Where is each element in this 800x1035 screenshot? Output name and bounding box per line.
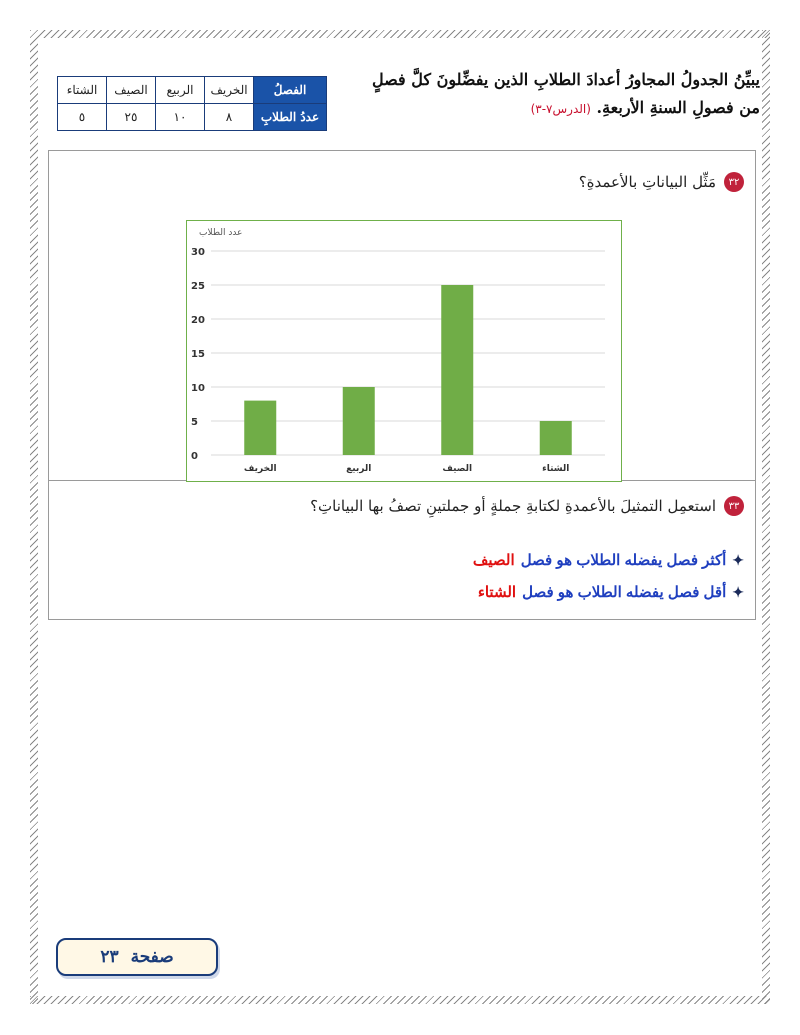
question-32-text: مَثِّل البياناتِ بالأعمدةِ؟ bbox=[578, 173, 716, 191]
page-border-right bbox=[762, 30, 770, 1004]
table-header-label: الفصلُ bbox=[254, 77, 327, 104]
table-count-label: عددُ الطلابِ bbox=[254, 104, 327, 131]
table-value-autumn: ٨ bbox=[205, 104, 254, 131]
answer-2-season: الشتاء bbox=[477, 584, 517, 601]
table-season-summer: الصيف bbox=[107, 77, 156, 104]
intro-line-2-text: من فصولِ السنةِ الأربعةِ. bbox=[596, 98, 760, 117]
table-value-spring: ١٠ bbox=[156, 104, 205, 131]
y-tick-label-10: 10 bbox=[191, 383, 205, 394]
y-tick-label-0: 0 bbox=[191, 451, 198, 462]
x-tick-label-2: الصيف bbox=[442, 464, 473, 474]
question-32 bbox=[579, 172, 744, 192]
y-tick-label-5: 5 bbox=[191, 417, 198, 428]
answer-most-preferred bbox=[473, 551, 744, 569]
table-season-spring: الربيع bbox=[156, 77, 205, 104]
answer-least-preferred bbox=[478, 583, 744, 601]
answer-1-prefix: أكثر فصل يفضله الطلاب هو فصل bbox=[520, 552, 727, 569]
y-axis-label: عدد الطلاب bbox=[199, 228, 243, 238]
page-border-top bbox=[30, 30, 770, 38]
answer-2-prefix: أقل فصل يفضله الطلاب هو فصل bbox=[522, 584, 727, 601]
y-tick-label-20: 20 bbox=[191, 315, 205, 326]
table-values-row bbox=[58, 104, 327, 131]
question-33 bbox=[310, 496, 744, 516]
page-word: صفحة bbox=[130, 947, 174, 967]
bar-0 bbox=[244, 401, 276, 455]
seasons-data-table bbox=[57, 76, 327, 131]
question-32-number-badge: ٣٢ bbox=[724, 172, 744, 192]
bar-3 bbox=[540, 421, 572, 455]
bar-2 bbox=[441, 285, 473, 455]
star-bullet-icon: ✦ bbox=[732, 551, 744, 568]
question-33-number-badge: ٣٣ bbox=[724, 496, 744, 516]
bar-chart-svg bbox=[187, 221, 621, 481]
table-value-winter: ٥ bbox=[58, 104, 107, 131]
intro-line-2 bbox=[340, 94, 760, 123]
page-border-bottom bbox=[30, 996, 770, 1004]
page-border-left bbox=[30, 30, 38, 1004]
bar-chart bbox=[186, 220, 622, 482]
table-value-summer: ٢٥ bbox=[107, 104, 156, 131]
table-season-winter: الشتاء bbox=[58, 77, 107, 104]
lesson-reference: (الدرس٧-٣) bbox=[530, 102, 591, 116]
y-tick-label-25: 25 bbox=[191, 281, 205, 292]
bar-1 bbox=[343, 387, 375, 455]
table-header-row bbox=[58, 77, 327, 104]
x-tick-label-3: الشتاء bbox=[542, 464, 570, 474]
page-number: ٢٣ bbox=[100, 947, 119, 967]
y-tick-label-15: 15 bbox=[191, 349, 205, 360]
star-bullet-icon: ✦ bbox=[732, 583, 744, 600]
y-tick-label-30: 30 bbox=[191, 247, 205, 258]
answer-1-season: الصيف bbox=[472, 552, 515, 569]
question-33-text: استعمِل التمثيلَ بالأعمدةِ لكتابةِ جملةٍ أو جملتينِ تصفُ بها البياناتِ؟ bbox=[310, 497, 716, 515]
page-number-label bbox=[56, 938, 218, 976]
table-season-autumn: الخريف bbox=[205, 77, 254, 104]
x-tick-label-0: الخريف bbox=[243, 464, 277, 474]
intro-line-1: يبيِّنُ الجدولُ المجاورُ أعدادَ الطلابِ الذين يفضِّلونَ كلَّ فصلٍ bbox=[372, 70, 760, 89]
intro-text bbox=[340, 66, 760, 123]
x-tick-label-1: الربيع bbox=[346, 464, 372, 474]
